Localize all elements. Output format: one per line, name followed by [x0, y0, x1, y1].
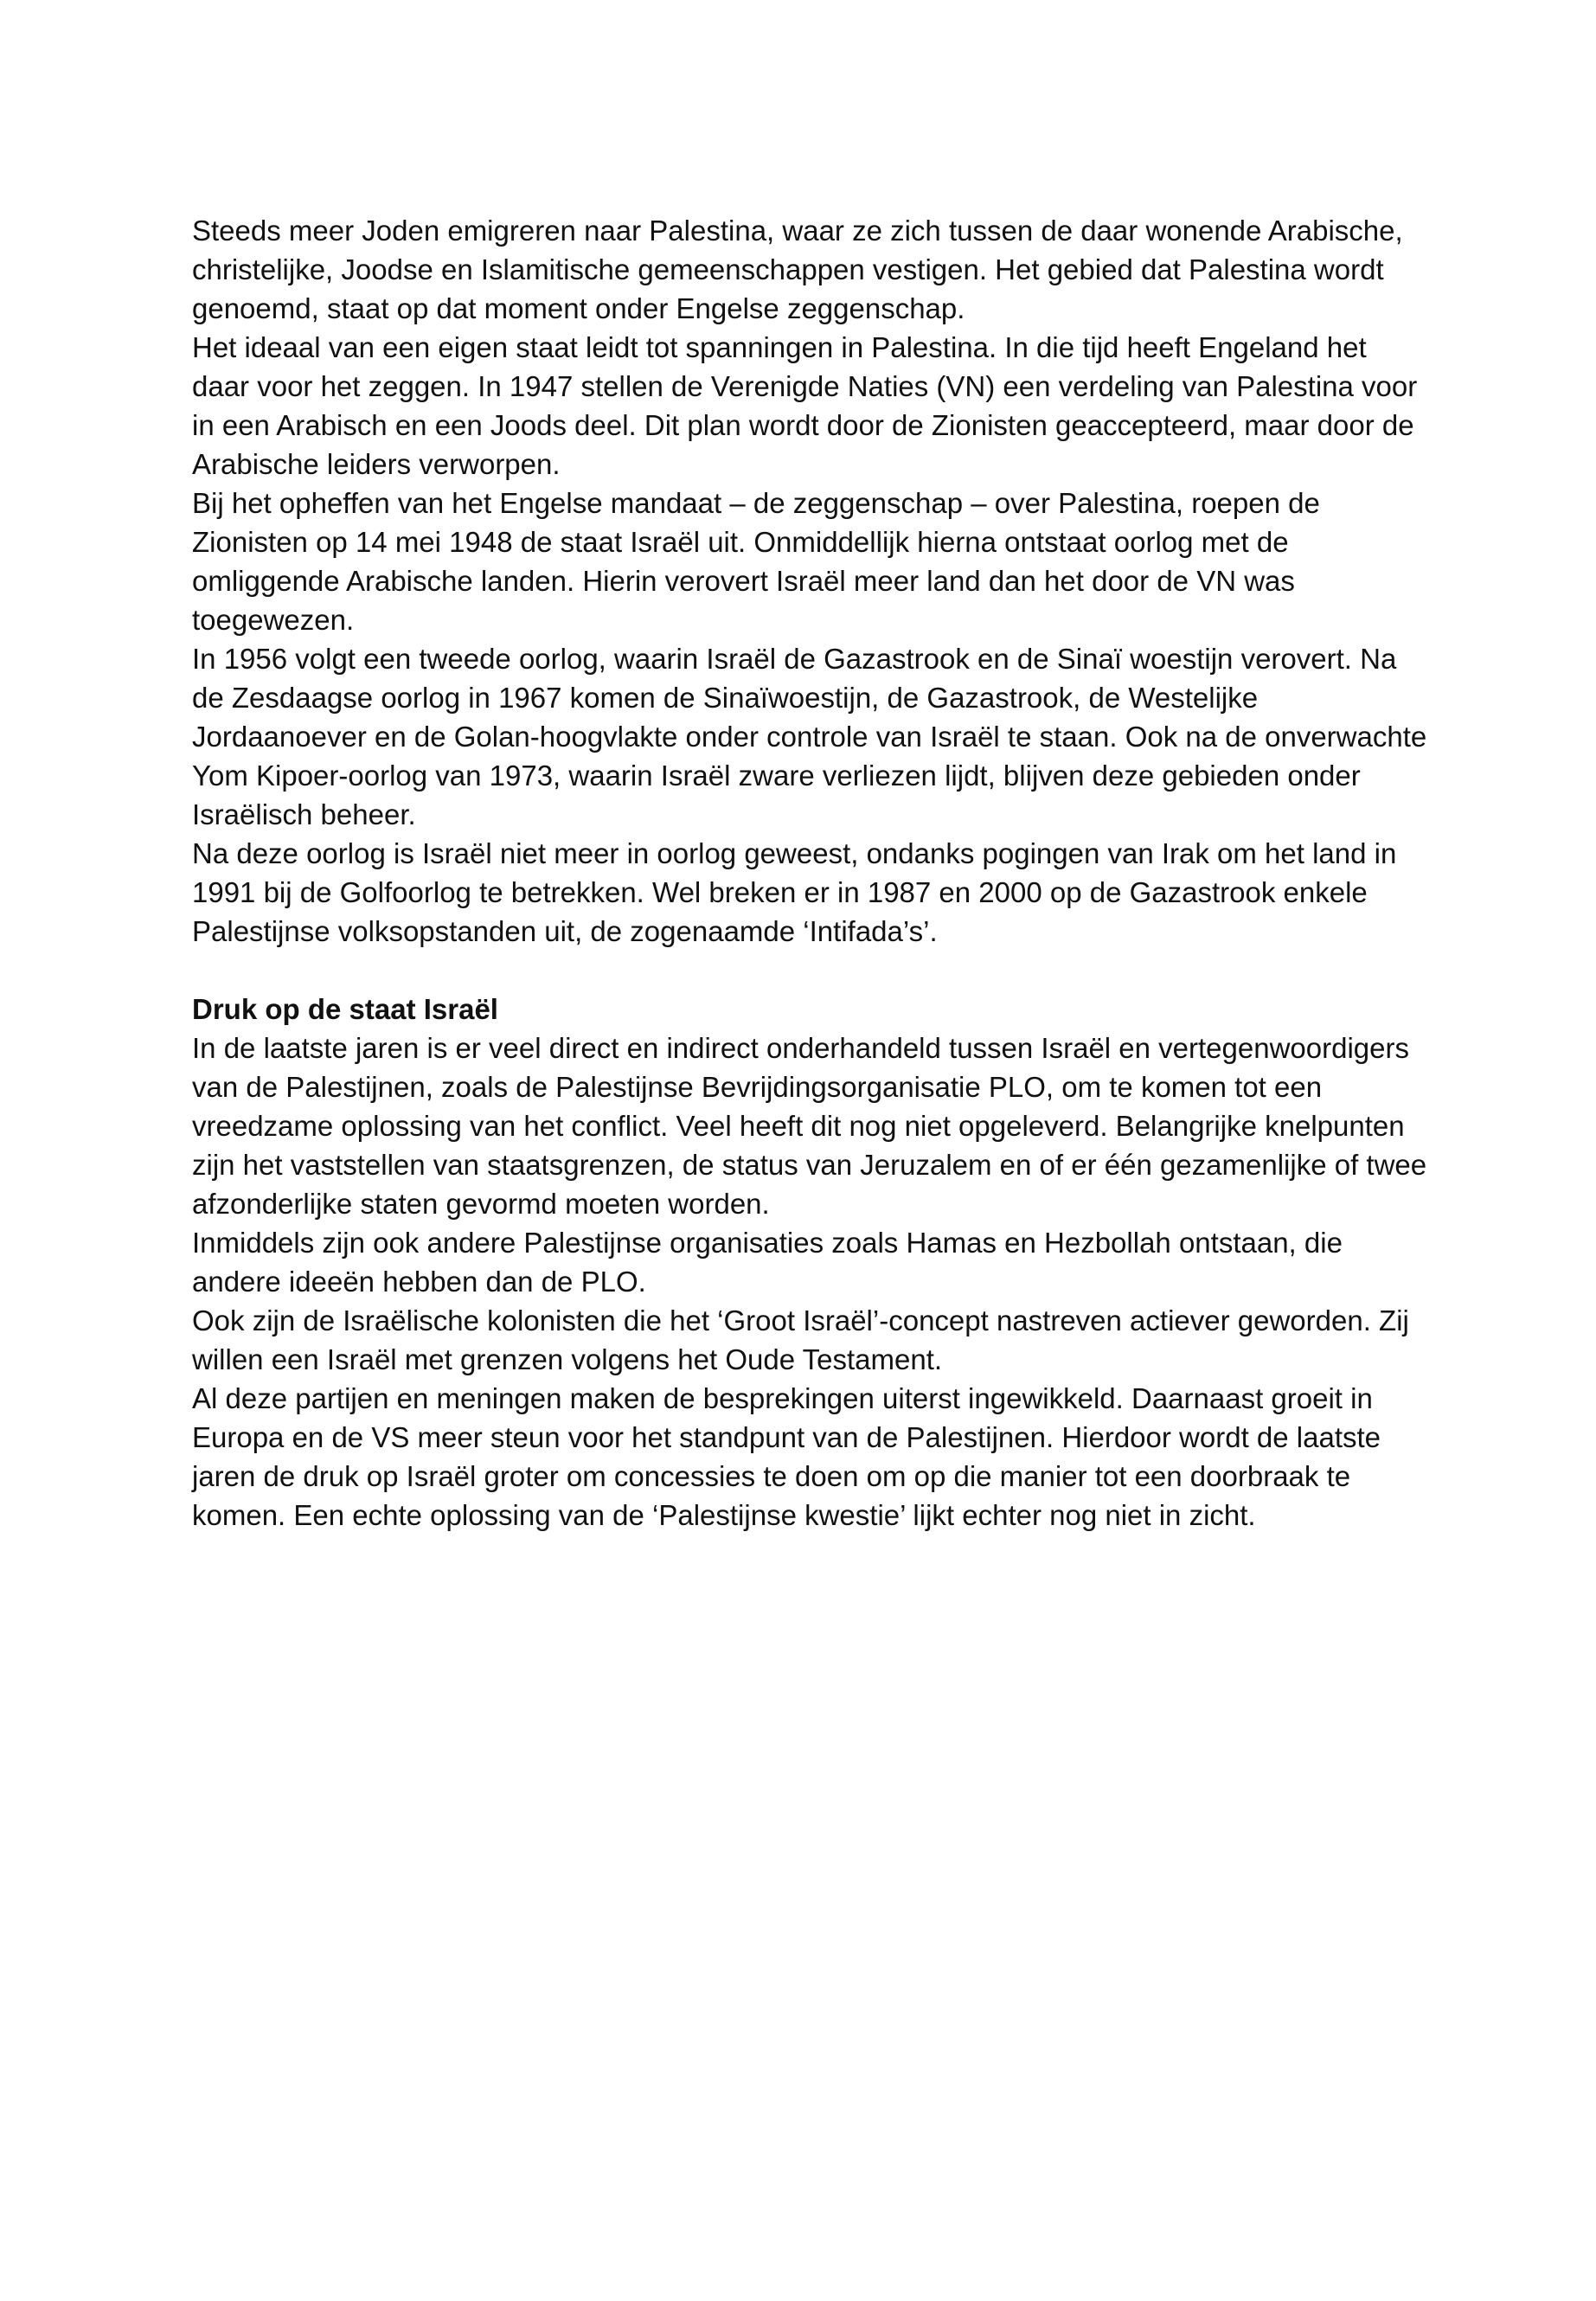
paragraph-intifadas: Na deze oorlog is Israël niet meer in oorlog geweest, ondanks pogingen van Irak om het land in 1991 bij de Golfoorlog te betrekken. Wel breken er in 1987 en 2000 op de Gazastrook enkele Palestijnse volksopstanden uit, de zogenaamde ‘Intifada’s’. — [192, 837, 1397, 947]
paragraph-immigration: Steeds meer Joden emigreren naar Palestina, waar ze zich tussen de daar wonende Arabische, christelijke, Joodse en Islamitische gemeenschappen vestigen. Het gebied dat Palestina wordt genoemd, staat op dat moment onder Engelse zeggenschap. — [192, 215, 1403, 324]
paragraph-negotiations: In de laatste jaren is er veel direct en indirect onderhandeld tussen Israël en vertegenwoordigers van de Palestijnen, zoals de Palestijnse Bevrijdingsorganisatie PLO, om te komen tot een vreedzame oplossing van het conflict. Veel heeft dit nog niet opgeleverd. Belangrijke knelpunten zijn het vaststellen van staatsgrenzen, de status van Jeruzalem en of er één gezamenlijke of twee afzonderlijke staten gevormd moeten worden. — [192, 1032, 1427, 1220]
section-heading: Druk op de staat Israël — [192, 993, 498, 1025]
paragraph-conclusion: Al deze partijen en meningen maken de besprekingen uiterst ingewikkeld. Daarnaast groeit in Europa en de VS meer steun voor het standpunt van de Palestijnen. Hierdoor wordt de laatste jaren de druk op Israël groter om concessies te doen om op die manier tot een doorbraak te komen. Een echte oplossing van de ‘Palestijnse kwestie’ lijkt echter nog niet in zicht. — [192, 1382, 1381, 1531]
paragraph-un-partition: Het ideaal van een eigen staat leidt tot spanningen in Palestina. In die tijd heeft Engeland het daar voor het zeggen. In 1947 stellen de Verenigde Naties (VN) een verdeling van Palestina voor in een Arabisch en een Joods deel. Dit plan wordt door de Zionisten geaccepteerd, maar door de Arabische leiders verworpen. — [192, 331, 1418, 480]
paragraph-gap — [192, 951, 1429, 990]
paragraph-organisations: Inmiddels zijn ook andere Palestijnse organisaties zoals Hamas en Hezbollah ontstaan, die andere ideeën hebben dan de PLO. — [192, 1227, 1343, 1298]
paragraph-colonists: Ook zijn de Israëlische kolonisten die het ‘Groot Israël’-concept nastreven actiever geworden. Zij willen een Israël met grenzen volgens het Oude Testament. — [192, 1304, 1409, 1375]
document-body — [192, 211, 1429, 1535]
paragraph-state-founding: Bij het opheffen van het Engelse mandaat – de zeggenschap – over Palestina, roepen de Zionisten op 14 mei 1948 de staat Israël uit. Onmiddellijk hierna ontstaat oorlog met de omliggende Arabische landen. Hierin verovert Israël meer land dan het door de VN was toegewezen. — [192, 487, 1320, 636]
paragraph-wars: In 1956 volgt een tweede oorlog, waarin Israël de Gazastrook en de Sinaï woestijn verovert. Na de Zesdaagse oorlog in 1967 komen de Sinaïwoestijn, de Gazastrook, de Westelijke Jordaanoever en de Golan-hoogvlakte onder controle van Israël te staan. Ook na de onverwachte Yom Kipoer-oorlog van 1973, waarin Israël zware verliezen lijdt, blijven deze gebieden onder Israëlisch beheer. — [192, 643, 1427, 830]
